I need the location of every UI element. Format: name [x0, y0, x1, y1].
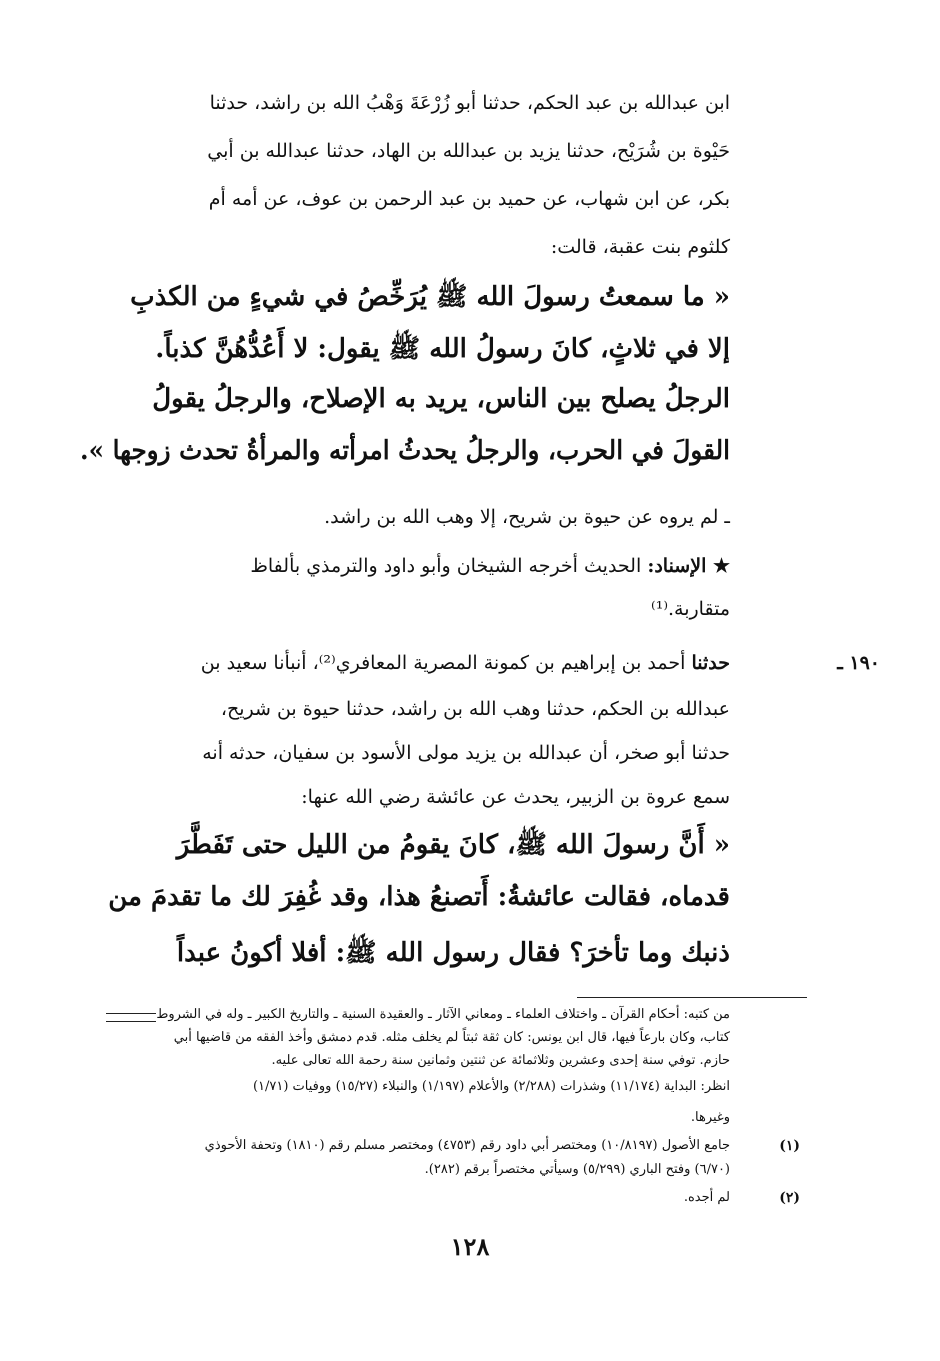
isnad-continuation: متقاربة.⁽¹⁾ [651, 598, 730, 620]
hadith-text-line: القولَ في الحرب، والرجلُ يحدثُ امرأته والمرأةُ تحدث زوجها ». [80, 436, 730, 466]
text-line: كلثوم بنت عقبة، قالت: [550, 236, 730, 258]
text-line: ابن عبدالله بن عبد الحكم، حدثنا أبو زُرْعَةَ وَهْبُ الله بن راشد، حدثنا [209, 92, 730, 114]
text-line: عبدالله بن الحكم، حدثنا وهب الله بن راشد، حدثنا حيوة بن شريح، [220, 698, 730, 720]
hadith-text-line: الرجلُ يصلح بين الناس، يريد به الإصلاح، والرجلُ يقولُ [152, 384, 730, 414]
footnote-line: من كتبه: أحكام القرآن ـ واختلاف العلماء ـ ومعاني الآثار ـ والعقيدة السنية ـ والتاريخ الكبير ـ وله في الشروط [156, 1007, 730, 1022]
footnote-marker: (٢) [779, 1190, 800, 1206]
footnote-line: حازم. توفي سنة إحدى وعشرين وثلاثمائة عن ثنتين وثمانين سنة رحمة الله تعالى عليه. [271, 1053, 730, 1068]
text-line: بكر، عن ابن شهاب، عن حميد بن عبد الرحمن بن عوف، عن أمه أم [208, 188, 730, 210]
page-number: ١٢٨ [450, 1232, 490, 1261]
hadith-opening: حدثنا [691, 652, 730, 674]
hadith-text-line: إلا في ثلاثٍ، كانَ رسولُ الله ﷺ يقول: لا أَعُدُّهُنَّ كذباً. [155, 334, 730, 364]
isnad-text: الحديث أخرجه الشيخان وأبو داود والترمذي بألفاظ [250, 555, 642, 577]
footnote-line: لم أجده. [683, 1190, 730, 1205]
text-line: حَيْوة بن شُرَيْح، حدثنا يزيد بن عبدالله بن الهاد، حدثنا عبدالله بن أبي [207, 140, 730, 162]
hadith-text-line: « أَنَّ رسولَ الله ﷺ، كانَ يقومُ من الليل حتى تَفَطَّرَ [176, 830, 730, 860]
hadith-text-line: قدماه، فقالت عائشةُ: أَتصنعُ هذا، وقد غُفِرَ لك ما تقدمَ من [108, 882, 730, 912]
footnote-line: جامع الأصول (١٠/٨١٩٧) ومختصر أبي داود رقم (٤٧٥٣) ومختصر مسلم رقم (١٨١٠) وتحفة الأحوذي [204, 1138, 730, 1153]
footnote-separator [577, 997, 807, 998]
hadith-number: ١٩٠ ـ [837, 652, 880, 674]
hadith-text-line: « ما سمعتُ رسولَ الله ﷺ يُرَخِّصُ في شيءٍ من الكذبِ [130, 282, 730, 312]
footnote-line: كتاب، وكان بارعاً فيها، قال ابن يونس: كان ثقة ثبتاً لم يخلف مثله. قدم دمشق وأخذ الفقه من قاضيها أبي [173, 1030, 730, 1045]
footnote-line: وغيرها. [690, 1110, 730, 1125]
isnad-line [80, 555, 730, 577]
footnote-line: انظر: البداية (١١/١٧٤) وشذرات (٢/٢٨٨) والأعلام (١/١٩٧) والنبلاء (١٥/٢٧) ووفيات (١/٧١) [252, 1079, 730, 1094]
isnad-label: ★ الإسناد: [647, 555, 730, 577]
footnote-line: (٦/٧٠) وفتح الباري (٥/٢٩٩) وسيأتي مختصراً برقم (٢٨٢). [424, 1162, 730, 1177]
hadith-190-text: أحمد بن إبراهيم بن كمونة المصرية المعافري⁽²⁾، أنبأنا سعيد بن [200, 652, 686, 674]
text-line: حدثنا أبو صخر، أن عبدالله بن يزيد مولى الأسود بن سفيان، حدثه أنه [202, 742, 730, 764]
hadith-190-line [80, 652, 730, 674]
text-line: سمع عروة بن الزبير، يحدث عن عائشة رضي الله عنها: [301, 786, 730, 808]
hadith-text-line: ذنبك وما تأخرَ؟ فقال رسول الله ﷺ: أفلا أكونُ عبداً [176, 938, 730, 968]
note-text: ـ لم يروه عن حيوة بن شريح، إلا وهب الله بن راشد. [324, 506, 730, 528]
footnote-marker: (١) [779, 1138, 800, 1154]
